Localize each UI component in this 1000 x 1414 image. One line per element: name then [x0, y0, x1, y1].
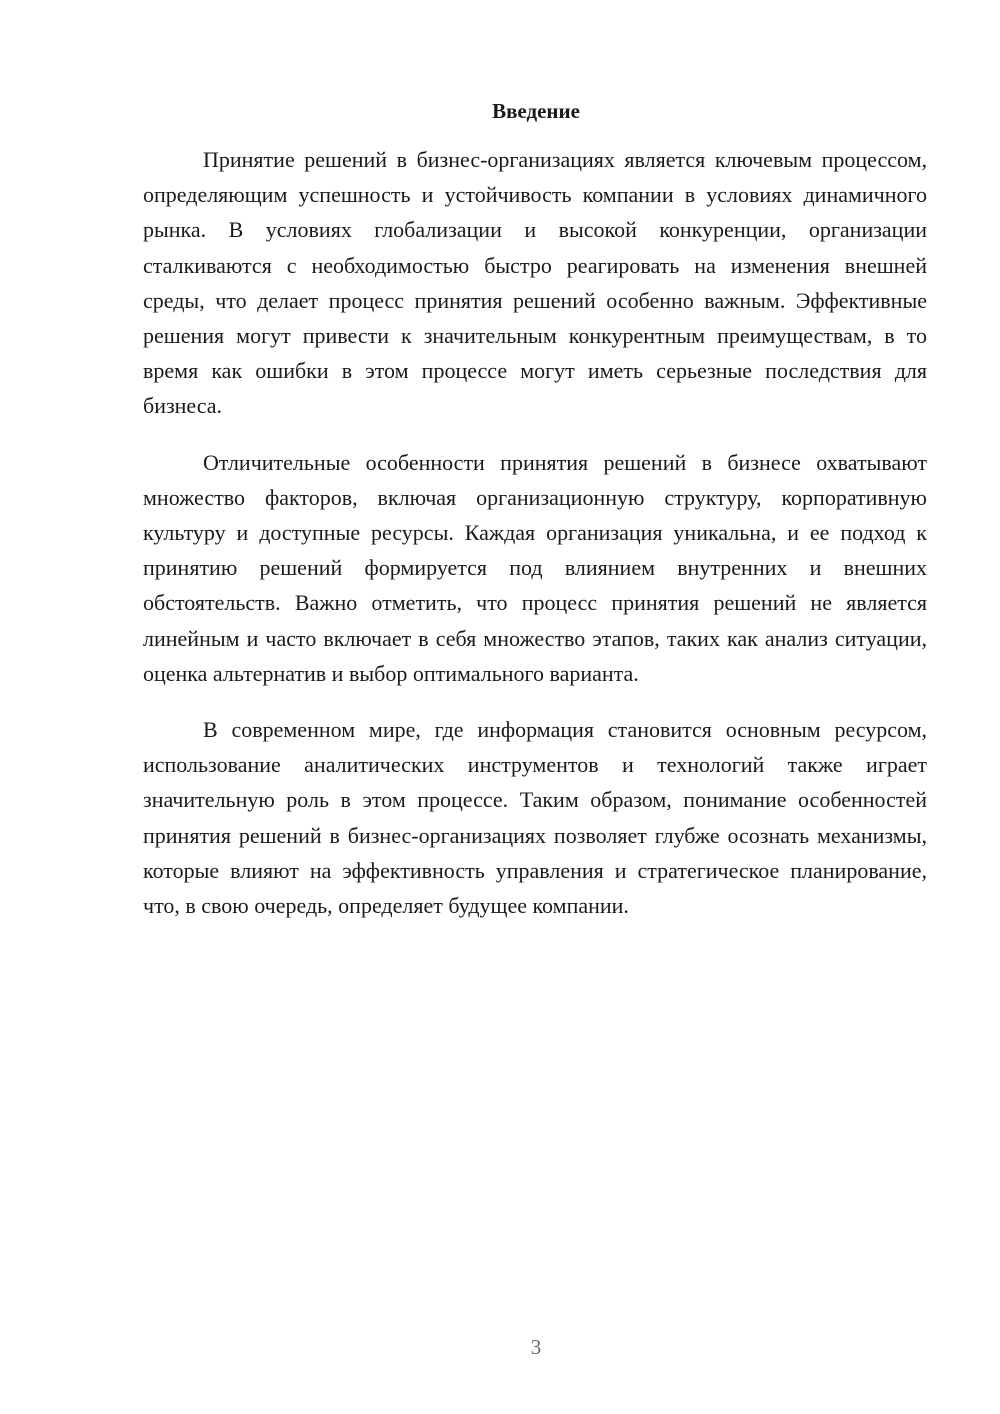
body-text — [143, 142, 927, 923]
page-number: 3 — [530, 1335, 542, 1359]
paragraph-2: Отличительные особенности принятия решений в бизнесе охватывают множество факторов, включая организационную структуру, корпоративную культуру и доступные ресурсы. Каждая организация уникальна, и ее подход к принятию решений формируется под влиянием внутренних и внешних обстоятельств. Важно отметить, что процесс принятия решений не является линейным и часто включает в себя множество этапов, таких как анализ ситуации, оценка альтернатив и выбор оптимального варианта. — [143, 449, 927, 686]
section-heading: Введение — [492, 99, 580, 123]
paragraph-1: Принятие решений в бизнес-организациях является ключевым процессом, определяющим успешность и устойчивость компании в условиях динамичного рынка. В условиях глобализации и высокой конкуренции, организации сталкиваются с необходимостью быстро реагировать на изменения внешней среды, что делает процесс принятия решений особенно важным. Эффективные решения могут привести к значительным конкурентным преимуществам, в то время как ошибки в этом процессе могут иметь серьезные последствия для бизнеса. — [143, 147, 927, 419]
paragraph-3: В современном мире, где информация становится основным ресурсом, использование аналитических инструментов и технологий также играет значительную роль в этом процессе. Таким образом, понимание особенностей принятия решений в бизнес-организациях позволяет глубже осознать механизмы, которые влияют на эффективность управления и стратегическое планирование, что, в свою очередь, определяет будущее компании. — [143, 717, 927, 919]
